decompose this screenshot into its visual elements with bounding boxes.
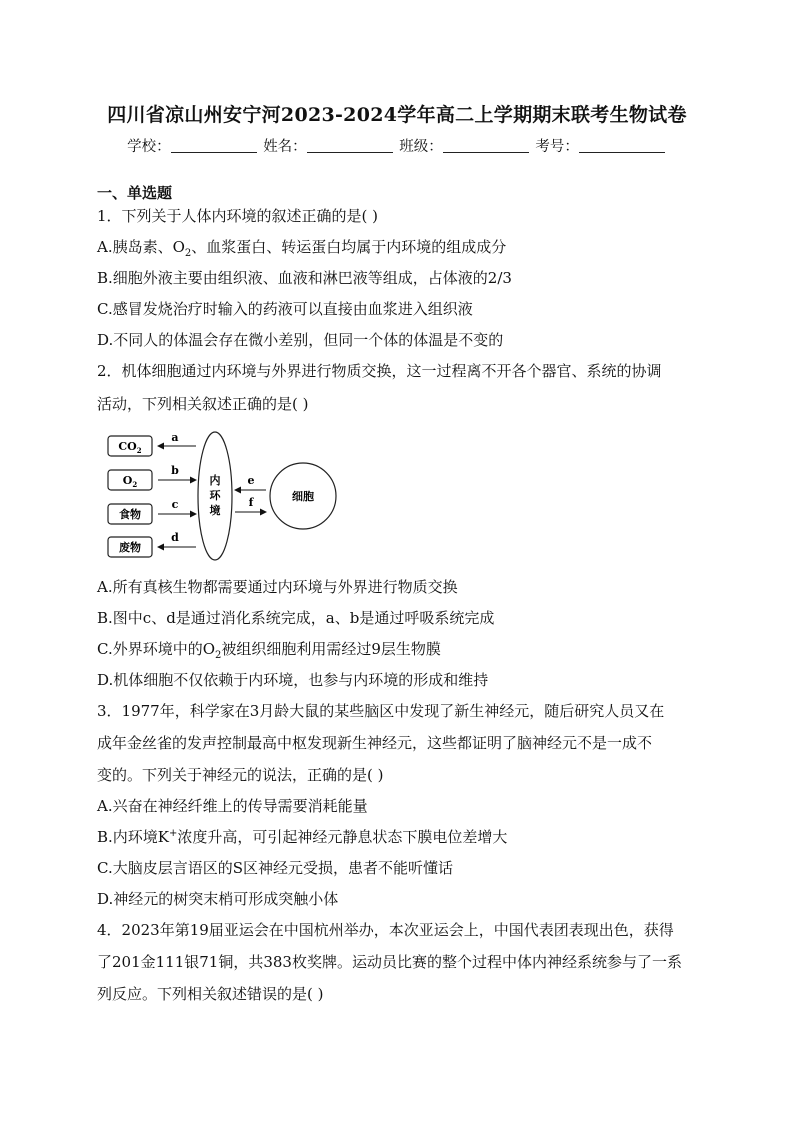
class-field[interactable]: [443, 138, 529, 153]
inner-env-char-2: 环: [209, 489, 221, 502]
q1-stem: 1．下列关于人体内环境的叙述正确的是( ): [97, 207, 379, 225]
q1-option-c: C.感冒发烧治疗时输入的药液可以直接由血浆进入组织液: [97, 300, 473, 318]
o2-label: $O_2$: [122, 474, 138, 489]
q2-option-d: D.机体细胞不仅依赖于内环境，也参与内环境的形成和维持: [97, 671, 489, 689]
q3-option-d: D.神经元的树突末梢可形成突触小体: [97, 890, 339, 908]
q2-option-c: C.外界环境中的$O_2$被组织细胞利用需经过9层生物膜: [97, 640, 441, 661]
q1-option-d: D.不同人的体温会存在微小差别，但同一个体的体温是不变的: [97, 331, 504, 349]
q1-option-b: B.细胞外液主要由组织液、血液和淋巴液等组成，占体液的2/3: [97, 269, 512, 287]
arrow-e-label: e: [247, 474, 255, 487]
arrow-f-label: f: [248, 496, 254, 509]
number-field[interactable]: [579, 138, 665, 153]
school-field[interactable]: [171, 138, 257, 153]
q2-stem-line-2: 活动，下列相关叙述正确的是( ): [97, 395, 309, 413]
q3-stem-line-1: 3．1977年，科学家在3月龄大鼠的某些脑区中发现了新生神经元，随后研究人员又在: [97, 702, 665, 720]
inner-env-char-1: 内: [209, 474, 221, 487]
name-label: 姓名：: [263, 139, 307, 155]
arrow-b-label: b: [171, 464, 179, 477]
q2-option-a: A.所有真核生物都需要通过内环境与外界进行物质交换: [97, 578, 458, 596]
arrow-d-label: d: [171, 531, 179, 544]
class-label: 班级：: [399, 139, 443, 155]
arrow-c-label: c: [171, 498, 179, 511]
q3-stem-line-3: 变的。下列关于神经元的说法，正确的是( ): [97, 766, 384, 784]
q4-stem-line-2: 了201金111银71铜，共383枚奖牌。运动员比赛的整个过程中体内神经系统参与了一系: [97, 953, 682, 971]
arrow-a-label: a: [171, 431, 179, 444]
q3-option-b: B.内环境K+浓度升高，可引起神经元静息状态下膜电位差增大: [97, 828, 508, 846]
waste-label: 废物: [119, 541, 141, 554]
food-label: 食物: [119, 508, 141, 521]
co2-label: $CO_2$: [118, 440, 142, 455]
page-title: 四川省凉山州安宁河2023-2024学年高二上学期期末联考生物试卷: [107, 104, 687, 126]
q3-option-c: C.大脑皮层言语区的S区神经元受损，患者不能听懂话: [97, 859, 453, 877]
exchange-diagram: [100, 428, 340, 568]
school-label: 学校：: [127, 139, 171, 155]
inner-env-char-3: 境: [209, 504, 221, 517]
name-field[interactable]: [307, 138, 393, 153]
number-label: 考号：: [535, 139, 579, 155]
cell-label: 细胞: [292, 490, 314, 503]
q2-option-b: B.图中c、d是通过消化系统完成，a、b是通过呼吸系统完成: [97, 609, 495, 627]
q1-option-a: A.胰岛素、$O_2$、血浆蛋白、转运蛋白均属于内环境的组成成分: [97, 238, 507, 259]
section-heading: 一、单选题: [97, 184, 173, 202]
q3-stem-line-2: 成年金丝雀的发声控制最高中枢发现新生神经元，这些都证明了脑神经元不是一成不: [97, 734, 653, 752]
student-info-row: [0, 135, 794, 156]
q2-stem-line-1: 2．机体细胞通过内环境与外界进行物质交换，这一过程离不开各个器官、系统的协调: [97, 362, 662, 380]
q4-stem-line-3: 列反应。下列相关叙述错误的是( ): [97, 985, 324, 1003]
q3-option-a: A.兴奋在神经纤维上的传导需要消耗能量: [97, 797, 368, 815]
q4-stem-line-1: 4．2023年第19届亚运会在中国杭州举办，本次亚运会上，中国代表团表现出色，获得: [97, 921, 674, 939]
